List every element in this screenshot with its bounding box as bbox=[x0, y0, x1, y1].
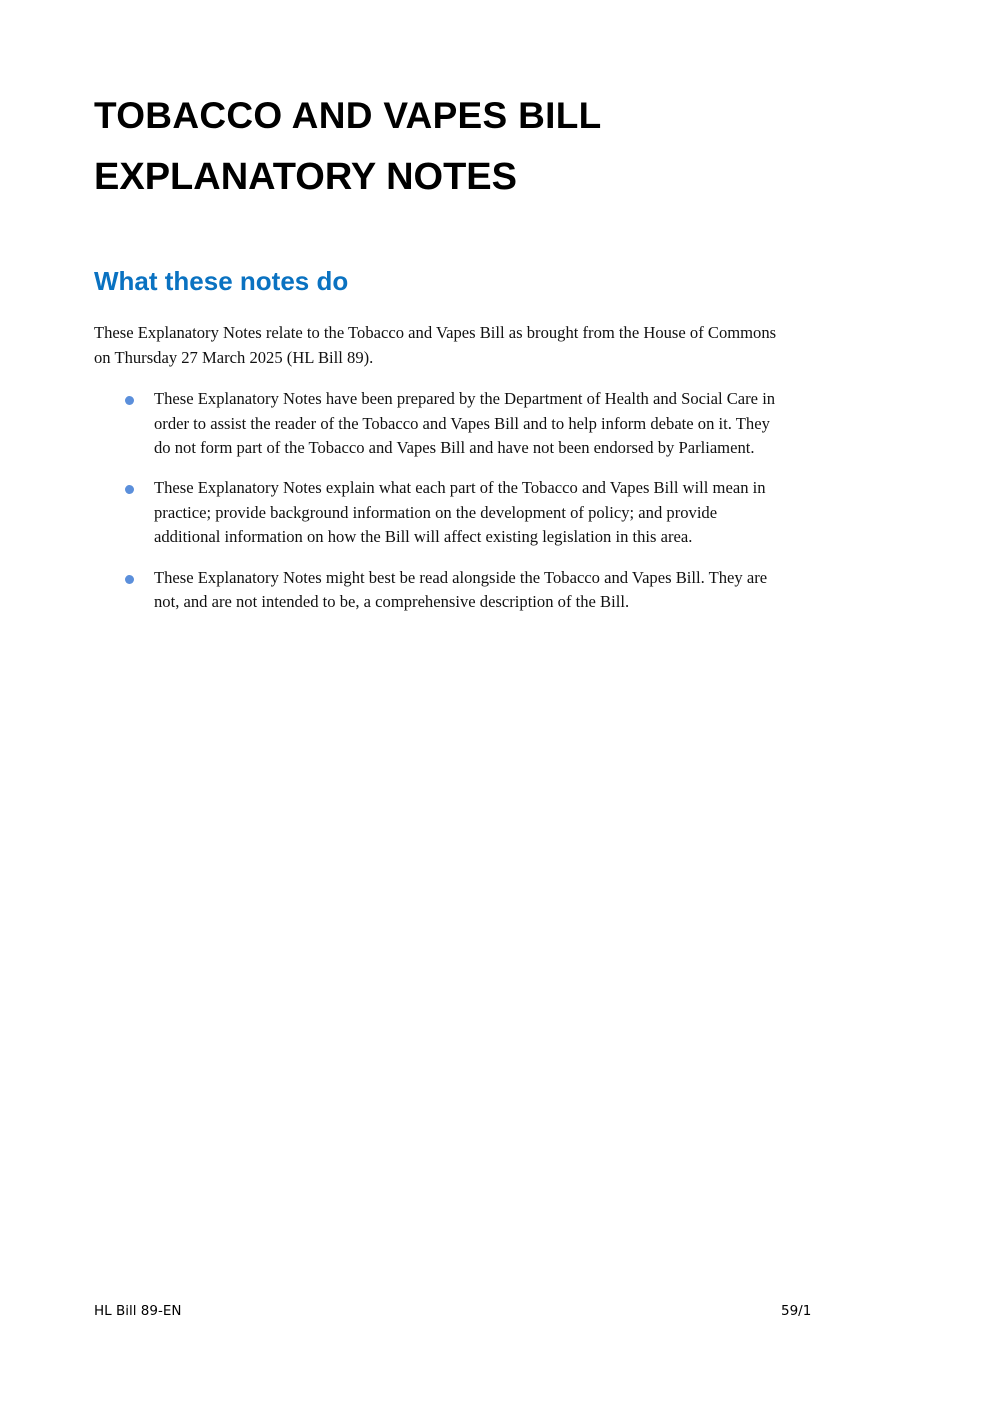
list-item bbox=[124, 387, 775, 461]
footer-page-number: 59/1 bbox=[781, 1303, 812, 1319]
list-item bbox=[124, 566, 775, 615]
document-title: TOBACCO AND VAPES BILL bbox=[94, 95, 602, 136]
text-line: These Explanatory Notes have been prepared by the Department of Health and Social Care in bbox=[154, 389, 776, 408]
text-line: do not form part of the Tobacco and Vapes Bill and have not been endorsed by Parliament. bbox=[154, 438, 755, 458]
text-line: These Explanatory Notes relate to the Tobacco and Vapes Bill as brought from the House of Commons bbox=[94, 323, 777, 342]
text-line: additional information on how the Bill will affect existing legislation in this area. bbox=[154, 527, 693, 547]
footer-bill-reference: HL Bill 89-EN bbox=[94, 1303, 182, 1319]
text-line: practice; provide background information on the development of policy; and provide bbox=[154, 502, 718, 522]
bullet-icon bbox=[125, 485, 134, 494]
text-line: on Thursday 27 March 2025 (HL Bill 89). bbox=[94, 347, 374, 367]
document-subtitle: EXPLANATORY NOTES bbox=[94, 156, 517, 198]
text-line: These Explanatory Notes explain what each part of the Tobacco and Vapes Bill will mean in bbox=[154, 478, 766, 498]
text-line: order to assist the reader of the Tobacco and Vapes Bill and to help inform debate on it. They bbox=[154, 413, 770, 433]
list-item bbox=[124, 476, 775, 550]
section-heading: What these notes do bbox=[94, 266, 349, 296]
bullet-icon bbox=[125, 575, 134, 584]
text-line: not, and are not intended to be, a comprehensive description of the Bill. bbox=[154, 592, 630, 612]
bullet-list bbox=[124, 387, 775, 630]
intro-paragraph bbox=[94, 321, 776, 370]
bullet-icon bbox=[125, 396, 134, 405]
text-line: These Explanatory Notes might best be read alongside the Tobacco and Vapes Bill. They are bbox=[154, 567, 768, 587]
